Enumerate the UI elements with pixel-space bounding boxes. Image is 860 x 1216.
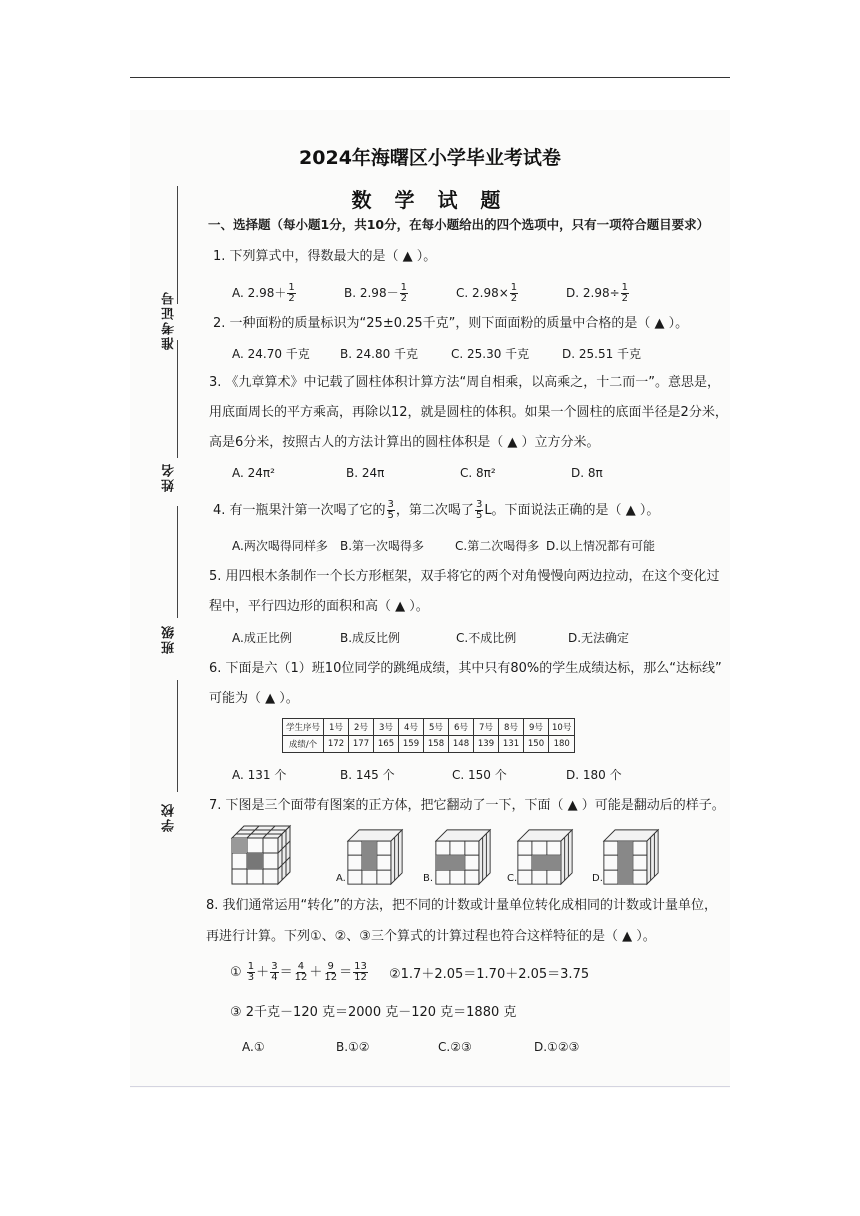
reference-cube-figure	[230, 824, 292, 886]
question-3-line-3: 高是6分米，按照古人的方法计算出的圆柱体积是（ ▲ ）立方分米。	[209, 435, 600, 450]
option-b-cube-figure	[434, 828, 492, 886]
table-cell: 9号	[524, 719, 549, 736]
q3-option-b: B. 24π	[346, 466, 385, 480]
q8-item-1: ① $\frac{1}{3}$ ＋ $\frac{3}{4}$ ＝ $\frac{4}{12}$ ＋ $\frac{9}{12}$ ＝ $\frac{13}{12}$	[230, 961, 367, 983]
q4-option-b: B.第一次喝得多	[340, 539, 425, 553]
table-cell: 165	[374, 736, 399, 753]
exam-subtitle: 数 学 试 题	[351, 188, 509, 212]
q6-option-d: D. 180 个	[566, 768, 622, 782]
table-cell: 成绩/个	[283, 736, 324, 753]
question-6-line-1: 6. 下面是六（1）班10位同学的跳绳成绩，其中只有80%的学生成绩达标，那么“达标线”	[209, 661, 722, 676]
q7-option-d-label: D.	[592, 873, 603, 884]
table-cell: 1号	[324, 719, 349, 736]
exam-title: 2024年海曙区小学毕业考试卷	[299, 147, 561, 169]
question-8-line-2: 再进行计算。下列①、②、③三个算式的计算过程也符合这样特征的是（ ▲ ）。	[206, 929, 656, 944]
table-row	[283, 719, 575, 736]
q3-option-d: D. 8π	[571, 466, 603, 480]
q2-option-c: C. 25.30 千克	[451, 347, 530, 361]
side-label-school: 学校	[162, 802, 177, 832]
table-cell: 150	[524, 736, 549, 753]
option-a-cube-figure	[346, 828, 404, 886]
q6-option-a: A. 131 个	[232, 768, 287, 782]
table-cell: 5号	[424, 719, 449, 736]
q2-option-b: B. 24.80 千克	[340, 347, 419, 361]
q3-option-c: C. 8π²	[460, 466, 496, 480]
q8-item-3: ③ 2千克－120 克＝2000 克－120 克＝1880 克	[230, 1005, 517, 1020]
table-cell: 131	[499, 736, 524, 753]
q7-option-c-label: C.	[507, 873, 518, 884]
q8-option-d: D.①②③	[534, 1040, 580, 1054]
side-line-exam-number	[177, 186, 178, 304]
question-3-line-2: 用底面周长的平方乘高，再除以12，就是圆柱的体积。如果一个圆柱的底面半径是2分米，	[209, 405, 728, 420]
section-heading: 一、选择题（每小题1分，共10分，在每小题给出的四个选项中，只有一项符合题目要求）	[208, 217, 710, 232]
table-cell: 180	[549, 736, 575, 753]
table-cell: 4号	[399, 719, 424, 736]
q1-option-a: A. 2.98＋ $\frac{1}{2}$	[232, 282, 295, 304]
question-2-stem: 2. 一种面粉的质量标识为“25±0.25千克”，则下面面粉的质量中合格的是（ ▲ ）。	[213, 316, 689, 331]
question-7-stem: 7. 下图是三个面带有图案的正方体，把它翻动了一下，下面（ ▲ ）可能是翻动后的样子。	[209, 798, 725, 813]
question-6-line-2: 可能为（ ▲ ）。	[209, 691, 299, 706]
side-line-class	[177, 506, 178, 618]
q1-option-d: D. 2.98÷ $\frac{1}{2}$	[566, 282, 629, 304]
question-3-line-1: 3. 《九章算术》中记载了圆柱体积计算方法“周自相乘，以高乘之，十二而一”。意思是，	[209, 375, 721, 390]
side-line-name	[177, 340, 178, 458]
table-cell: 159	[399, 736, 424, 753]
table-cell: 158	[424, 736, 449, 753]
paper-bottom-edge	[130, 1086, 730, 1087]
q5-option-b: B.成反比例	[340, 631, 401, 645]
top-rule	[130, 77, 730, 78]
q5-option-d: D.无法确定	[568, 631, 630, 645]
question-1-stem: 1. 下列算式中，得数最大的是（ ▲ ）。	[213, 249, 437, 264]
table-cell: 177	[349, 736, 374, 753]
score-table	[282, 718, 575, 753]
table-cell: 2号	[349, 719, 374, 736]
q4-option-d: D.以上情况都有可能	[546, 539, 656, 553]
q8-option-b: B.①②	[336, 1040, 370, 1054]
question-4-stem: 4. 有一瓶果汁第一次喝了它的 $\frac{3}{5}$ ，第二次喝了 $\frac{3}{5}$ L。下面说法正确的是（ ▲ ）。	[213, 499, 660, 521]
q4-option-c: C.第二次喝得多	[455, 539, 540, 553]
q8-option-c: C.②③	[438, 1040, 472, 1054]
q1-option-c: C. 2.98× $\frac{1}{2}$	[456, 282, 518, 304]
table-cell: 10号	[549, 719, 575, 736]
option-d-cube-figure	[602, 828, 660, 886]
q2-option-d: D. 25.51 千克	[562, 347, 642, 361]
side-label-class: 班级	[162, 624, 177, 654]
table-cell: 3号	[374, 719, 399, 736]
q8-item-2: ②1.7＋2.05＝1.70＋2.05＝3.75	[389, 967, 590, 982]
question-8-line-1: 8. 我们通常运用“转化”的方法，把不同的计数或计量单位转化成相同的计数或计量单位，	[206, 898, 718, 913]
side-line-school	[177, 680, 178, 792]
q6-option-b: B. 145 个	[340, 768, 395, 782]
q4-option-a: A.两次喝得同样多	[232, 539, 328, 553]
table-cell: 172	[324, 736, 349, 753]
q7-option-a-label: A.	[336, 873, 346, 884]
question-5-line-1: 5. 用四根木条制作一个长方形框架，双手将它的两个对角慢慢向两边拉动，在这个变化过	[209, 569, 720, 584]
table-row	[283, 736, 575, 753]
q7-option-b-label: B.	[423, 873, 434, 884]
table-cell: 7号	[474, 719, 499, 736]
q5-option-a: A.成正比例	[232, 631, 292, 645]
table-cell: 148	[449, 736, 474, 753]
q5-option-c: C.不成比例	[456, 631, 517, 645]
side-label-exam-number: 准考证号	[162, 290, 177, 350]
side-label-name: 姓名	[162, 462, 177, 492]
q3-option-a: A. 24π²	[232, 466, 275, 480]
question-5-line-2: 程中，平行四边形的面积和高（ ▲ ）。	[209, 599, 429, 614]
q2-option-a: A. 24.70 千克	[232, 347, 310, 361]
q1-option-b: B. 2.98－ $\frac{1}{2}$	[344, 282, 407, 304]
table-cell: 学生序号	[283, 719, 324, 736]
q6-option-c: C. 150 个	[452, 768, 507, 782]
table-cell: 8号	[499, 719, 524, 736]
table-cell: 6号	[449, 719, 474, 736]
q8-option-a: A.①	[242, 1040, 265, 1054]
table-cell: 139	[474, 736, 499, 753]
option-c-cube-figure	[516, 828, 574, 886]
